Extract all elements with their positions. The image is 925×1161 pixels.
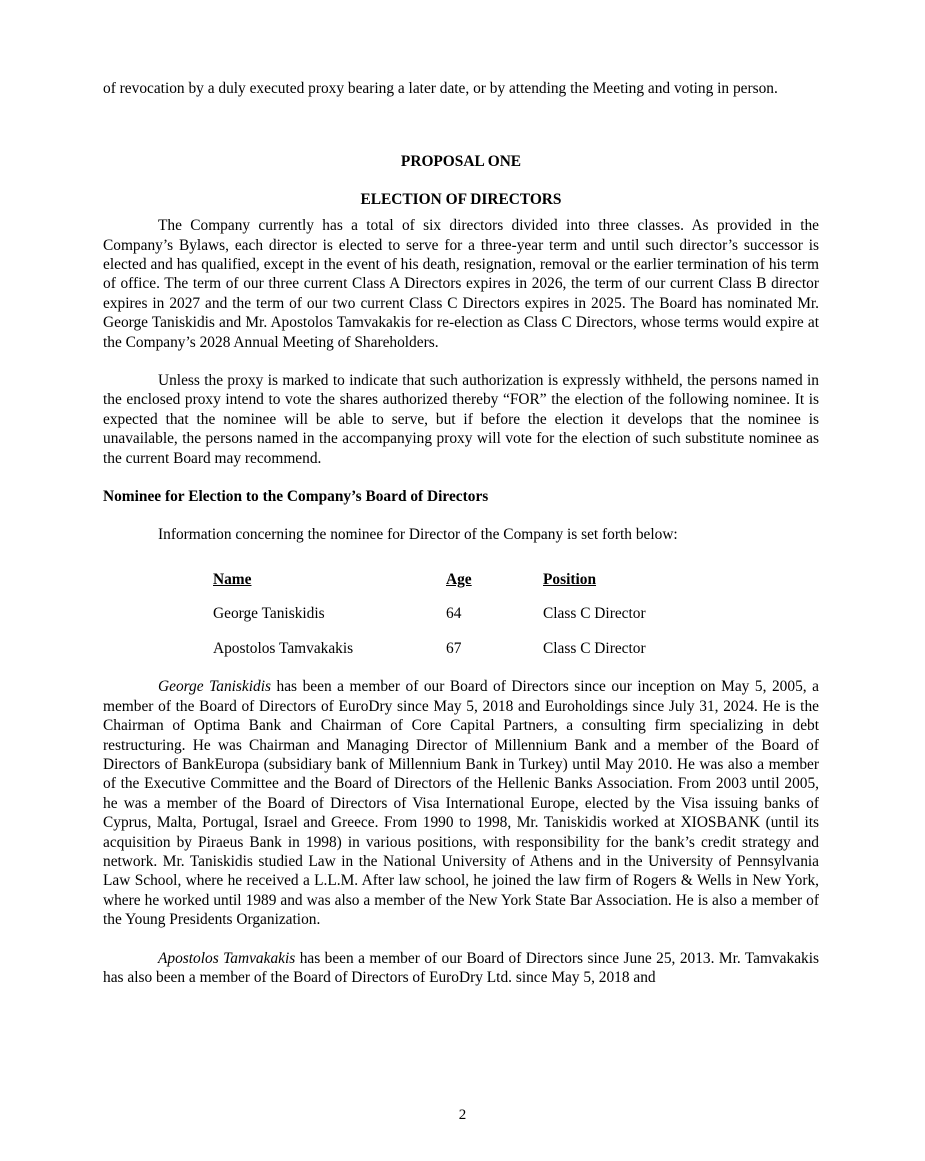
cell-position: Class C Director — [543, 639, 646, 657]
page-number: 2 — [458, 1107, 467, 1123]
bio-text: has been a member of our Board of Directors since June 25, 2013. Mr. Tamvakakis has also been a member of the Board of Directors of EuroDry Ltd. since May 5, 2018 and — [103, 949, 820, 987]
proposal-heading: PROPOSAL ONE — [400, 153, 522, 171]
bio-text: has been a member of our Board of Directors since our inception on May 5, 2005, a member of the Board of Directors of EuroDry since May 5, 2018 and Euroholdings since July 31, 2024. He is the Chairman of Optima Bank and Chairman of Core Capital Partners, a consulting firm specializing in debt restructuring. He was Chairman and Managing Director of Millennium Bank and a member of the Board of Directors of BankEuropa (subsidiary bank of Millennium Bank in Turkey) until May 2010. He was also a member of the Executive Committee and the Board of Directors of the Hellenic Banks Association. From 2003 until 2005, he was a member of the Board of Directors of Visa International Europe, elected by the Visa issuing banks of Cyprus, Malta, Portugal, Israel and Greece. From 1990 to 1998, Mr. Taniskidis worked at XIOSBANK (until its acquisition by Piraeus Bank in 1998) in various positions, with responsibility for the bank’s credit strategy and network. Mr. Taniskidis studied Law in the National University of Athens and in the University of Pennsylvania Law School, where he received a L.L.M. After law school, he joined the law firm of Rogers & Wells in New York, where he worked until 1989 and was also a member of the New York State Bar Association. He is also a member of the Young Presidents Organization. — [103, 678, 819, 929]
paragraph-proxy: Unless the proxy is marked to indicate that such authorization is expressly withheld, the persons named in the enclosed proxy intend to vote the shares authorized thereby “FOR” the election of the following nominee. It is expected that the nominee will be able to serve, but if before the election it develops that the nominee is unavailable, the persons named in the accompanying proxy will vote for the election of such substitute nominee as the current Board may recommend. — [103, 372, 819, 467]
header-age: Age — [446, 570, 472, 588]
bio-taniskidis — [103, 677, 819, 929]
cell-position: Class C Director — [543, 605, 646, 623]
table-header-row — [213, 570, 703, 605]
cell-name: Apostolos Tamvakakis — [213, 639, 354, 657]
intro-paragraph: of revocation by a duly executed proxy bearing a later date, or by attending the Meeting and voting in person. — [103, 80, 778, 97]
bio-tamvakakis — [103, 949, 819, 988]
bio-name: Apostolos Tamvakakis — [158, 949, 296, 967]
cell-name: George Taniskidis — [213, 605, 325, 623]
table-row — [213, 639, 703, 674]
nominee-heading: Nominee for Election to the Company’s Board of Directors — [103, 488, 489, 506]
cell-age: 67 — [446, 639, 462, 657]
header-position: Position — [543, 570, 597, 588]
document-page — [103, 79, 819, 988]
cell-age: 64 — [446, 605, 462, 623]
nominee-table — [213, 570, 703, 674]
header-name: Name — [213, 570, 252, 588]
paragraph-directors: The Company currently has a total of six directors divided into three classes. As provided in the Company’s Bylaws, each director is elected to serve for a three-year term and until such director’s successor is elected and has qualified, except in the event of his death, resignation, removal or the earlier termination of his term of office. The term of our three current Class A Directors expires in 2026, the term of our current Class B director expires in 2027 and the term of our two current Class C Directors expires in 2025. The Board has nominated Mr. George Taniskidis and Mr. Apostolos Tamvakakis for re-election as Class C Directors, whose terms would expire at the Company’s 2028 Annual Meeting of Shareholders. — [103, 217, 819, 351]
nominee-intro: Information concerning the nominee for Director of the Company is set forth below: — [158, 525, 678, 543]
proposal-title: ELECTION OF DIRECTORS — [360, 190, 562, 208]
table-row — [213, 604, 703, 639]
bio-name: George Taniskidis — [158, 678, 271, 696]
